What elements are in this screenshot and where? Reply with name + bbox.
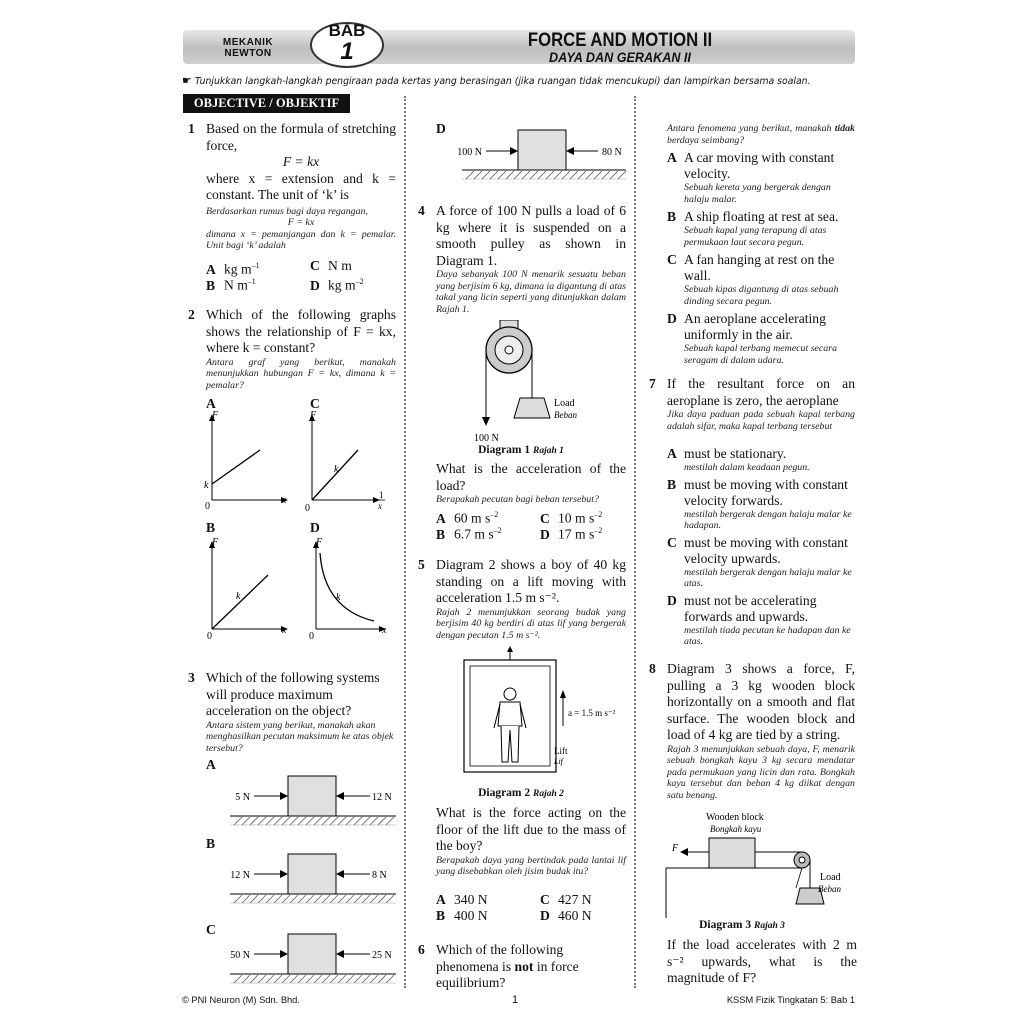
question-8-prompt: If the load accelerates with 2 m s⁻² upwards, what is the magnitude of F? [667, 937, 857, 985]
option-7a[interactable]: A must be stationary. mestilah dalam keadaan pegun. [667, 446, 810, 473]
force-right: 8 N [372, 870, 387, 881]
option-4a[interactable]: A 60 m $s^{-2}$ [436, 510, 499, 526]
question-4-prompt [436, 461, 626, 506]
column-divider [634, 96, 636, 988]
question-text: where x = extension and k = constant. The unit of ‘k’ is [206, 170, 396, 202]
footer-book-title: KSSM Fizik Tingkatan 5: Bab 1 [726, 995, 855, 1005]
load-label: Load [554, 398, 575, 409]
axis-label-y: F [212, 410, 219, 421]
question-text: Which of the following systems will produce maximum acceleration on the object? [206, 670, 380, 718]
section-heading: OBJECTIVE / OBJEKTIF [183, 94, 350, 113]
axis-label-x: x [382, 625, 387, 636]
question-text: What is the acceleration of the load? [436, 461, 626, 493]
option-5b[interactable]: B 400 N [436, 908, 488, 923]
question-number: 6 [418, 942, 425, 957]
force-right: 80 N [602, 147, 622, 158]
graph-b [198, 533, 298, 641]
system-b-letter[interactable]: B [206, 836, 216, 851]
question-text: Diagram 2 shows a boy of 40 kg standing on a lift moving with acceleration 1.5 m s⁻². [436, 557, 626, 605]
chapter-number: 1 [340, 38, 354, 65]
option-6b[interactable]: B A ship floating at rest at sea. Sebuah kapal yang terapung di atas permukaan laut secara pegun. [667, 209, 839, 248]
option-7c[interactable]: C must be moving with constant velocity upwards. mestilah bergerak dengan halaju malar ke atas. [667, 534, 852, 589]
option-5d[interactable]: D 460 N [540, 908, 592, 923]
force-right: 12 N [372, 792, 392, 803]
option-6c[interactable]: C A fan hanging at rest on the wall. Sebuah kipas digantung di atas sebuah dinding secara pegun. [667, 252, 839, 307]
option-6d[interactable]: D An aeroplane accelerating uniformly in the air. Sebuah kapal terbang memecut secara seragam di dalam udara. [667, 311, 838, 366]
graph-c [300, 408, 400, 518]
question-3 [206, 670, 396, 754]
question-text-ms: Rajah 3 menunjukkan sebuah daya, F, menarik sebuah bongkah kayu 3 kg secara mendatar pada permukaan yang licin dan rata. Bongkah kayu tersebut dan beban 4 kg diikat dengan satu benang. [667, 743, 855, 801]
option-4b[interactable]: B 6.7 m $s^{-2}$ [436, 526, 502, 542]
axis-label-x-den: x [378, 501, 382, 511]
question-text-ms: Berapakah daya yang bertindak pada lantai lif yang disebabkan oleh jisim budak itu? [436, 854, 626, 877]
question-text: Diagram 3 shows a force, F, pulling a 3 kg wooden block horizontally on a smooth and flat surface. The wooden block and load of 4 kg are tied by a string. [667, 661, 855, 742]
graph-b-letter[interactable]: B [206, 520, 216, 535]
question-text: Based on the formula of stretching force, [206, 121, 396, 153]
diagram-2-caption: Diagram 2 Rajah 2 [478, 787, 564, 799]
pulley-diagram [464, 320, 604, 444]
origin-label: 0 [207, 631, 212, 641]
question-number: 4 [418, 203, 425, 218]
force-left: 5 N [235, 792, 250, 803]
instruction [182, 74, 862, 87]
load-label-ms: Beban [818, 884, 841, 894]
question-text-ms: dimana x = pemanjangan dan k = pemalar. Unit bagi ‘k’ adalah [206, 228, 396, 251]
axis-label-y: F [310, 410, 317, 421]
diagram-1-caption: Diagram 1 Rajah 1 [478, 444, 564, 456]
question-7-options [667, 446, 857, 648]
lift-label-ms: Lif [554, 757, 563, 766]
option-1c[interactable]: C N m [310, 258, 352, 273]
system-a-diagram [222, 770, 402, 830]
option-5c[interactable]: C 427 N [540, 892, 592, 907]
question-text: What is the force acting on the floor of the lift due to the mass of the boy? [436, 805, 626, 853]
question-8 [667, 661, 855, 801]
option-4c[interactable]: C 10 m $s^{-2}$ [540, 510, 603, 526]
category-line2: NEWTON [224, 48, 272, 59]
wooden-block-diagram [664, 806, 854, 918]
column-divider [404, 96, 406, 988]
graph-d [302, 533, 402, 641]
origin-label: 0 [205, 501, 210, 512]
system-d-diagram [446, 126, 630, 186]
question-number: 2 [188, 307, 195, 322]
question-6-ms: Antara fenomena yang berikut, manakah tidak berdaya seimbang? [667, 123, 855, 146]
option-1b[interactable]: B N $m^{-1}$ [206, 277, 256, 293]
question-number: 1 [188, 121, 195, 136]
page-title: FORCE AND MOTION II [527, 30, 713, 51]
question-text-ms: Daya sebanyak 100 N menarik sesuatu beban yang berjisim 6 kg, dimana ia digantung di atas takal yang licin seperti yang ditunjukkan dalam Rajah 1. [436, 269, 626, 315]
question-text-ms: Antara sistem yang berikut, manakah akan menghasilkan pecutan maksimum ke atas objek tersebut? [206, 719, 394, 754]
question-text-ms: Antara graf yang berikut, manakah menunjukkan hubungan F = kx, dimana k = pemalar? [206, 356, 396, 391]
load-label-ms: Beban [554, 410, 577, 420]
question-1 [206, 121, 396, 252]
question-number: 3 [188, 670, 195, 685]
system-c-diagram [222, 928, 402, 988]
system-c-letter[interactable]: C [206, 922, 216, 937]
formula: F = kx [282, 154, 320, 169]
option-1a[interactable]: A kg $m^{-1}$ [206, 261, 260, 277]
question-text-ms: Berapakah pecutan bagi beban tersebut? [436, 494, 599, 505]
question-5 [436, 557, 626, 641]
system-d-letter[interactable]: D [436, 121, 446, 136]
axis-label-x: x [282, 495, 287, 506]
question-text-ms: Rajah 2 menunjukkan seorang budak yang berjisim 40 kg berdiri di atas lif yang bergerak dengan pecutan 1.5 m s⁻². [436, 606, 626, 641]
force-left: 50 N [230, 950, 250, 961]
question-7 [667, 376, 855, 432]
chapter-label: BAB [328, 21, 366, 40]
force-label: 100 N [474, 433, 499, 444]
axis-label-x-num: 1 [379, 490, 384, 500]
force-left: 12 N [230, 870, 250, 881]
block-label: Wooden block [706, 812, 764, 823]
instruction-text: Tunjukkan langkah-langkah pengiraan pada kertas yang berasingan (jika ruangan tidak mencukupi) dan lampirkan bersama soalan. [194, 76, 811, 87]
category-line1: MEKANIK [222, 37, 274, 48]
question-text-ms: Jika daya paduan pada sebuah kapal terbang adalah sifar, maka kapal terbang tersebut [667, 409, 855, 432]
question-text: If the resultant force on an aeroplane is zero, the aeroplane [667, 376, 855, 408]
axis-label-y: F [316, 537, 323, 548]
option-1d[interactable]: D kg $m^{-2}$ [310, 277, 364, 293]
slope-label: k [336, 592, 341, 603]
question-5-prompt [436, 805, 626, 878]
graph-c-letter[interactable]: C [310, 396, 320, 411]
page-subtitle: DAYA DAN GERAKAN II [549, 49, 691, 65]
page-number: 1 [512, 994, 519, 1006]
graph-d-letter[interactable]: D [310, 520, 320, 535]
option-7b[interactable]: B must be moving with constant velocity forwards. mestilah bergerak dengan halaju malar ke hadapan. [667, 476, 852, 531]
category-label [213, 37, 283, 59]
question-number: 7 [649, 376, 656, 391]
system-a-letter[interactable]: A [206, 757, 216, 772]
system-b-diagram [222, 848, 402, 908]
question-number: 5 [418, 557, 425, 572]
question-4 [436, 203, 626, 315]
option-5a[interactable]: A 340 N [436, 892, 488, 907]
graph-a [198, 408, 298, 513]
slope-label: k [236, 591, 241, 602]
origin-label: 0 [305, 503, 310, 514]
pointing-hand-icon: ☛ [182, 74, 192, 87]
formula-ms: F = kx [287, 217, 315, 228]
question-number: 8 [649, 661, 656, 676]
question-6: Which of the following phenomena is not in force equilibrium? [436, 942, 579, 990]
slope-label: k [334, 464, 339, 475]
lift-label: Lift [554, 746, 568, 756]
question-6-options [667, 150, 857, 366]
option-7d[interactable]: D must not be accelerating forwards and upwards. mestilah tiada pecutan ke hadapan dan ke atas. [667, 592, 851, 647]
question-text-ms: Berdasarkan rumus bagi daya regangan, [206, 205, 368, 217]
question-text: Which of the following graphs shows the relationship of F = kx, where k = constant? [206, 307, 396, 355]
diagram-3-caption: Diagram 3 Rajah 3 [699, 919, 785, 931]
force-label: F [672, 843, 679, 854]
block-label-ms: Bongkah kayu [710, 824, 762, 834]
acceleration-label: a = 1.5 m s⁻² [568, 708, 616, 718]
load-label: Load [820, 872, 841, 883]
footer-copyright: © PNI Neuron (M) Sdn. Bhd. [182, 995, 300, 1005]
axis-label-y: F [212, 537, 219, 548]
force-left: 100 N [457, 147, 482, 158]
question-text: A force of 100 N pulls a load of 6 kg where it is suspended on a smooth pulley as shown in Diagram 1. [436, 203, 626, 268]
option-4d[interactable]: D 17 m $s^{-2}$ [540, 526, 603, 542]
intercept-label: k [204, 480, 209, 491]
axis-label-x: x [282, 625, 287, 636]
lift-diagram [462, 646, 628, 776]
option-6a[interactable]: A A car moving with constant velocity. Sebuah kereta yang bergerak dengan halaju malar. [667, 150, 835, 205]
question-2 [206, 307, 396, 391]
origin-label: 0 [309, 631, 314, 641]
force-right: 25 N [372, 950, 392, 961]
graph-a-letter[interactable]: A [206, 396, 216, 411]
